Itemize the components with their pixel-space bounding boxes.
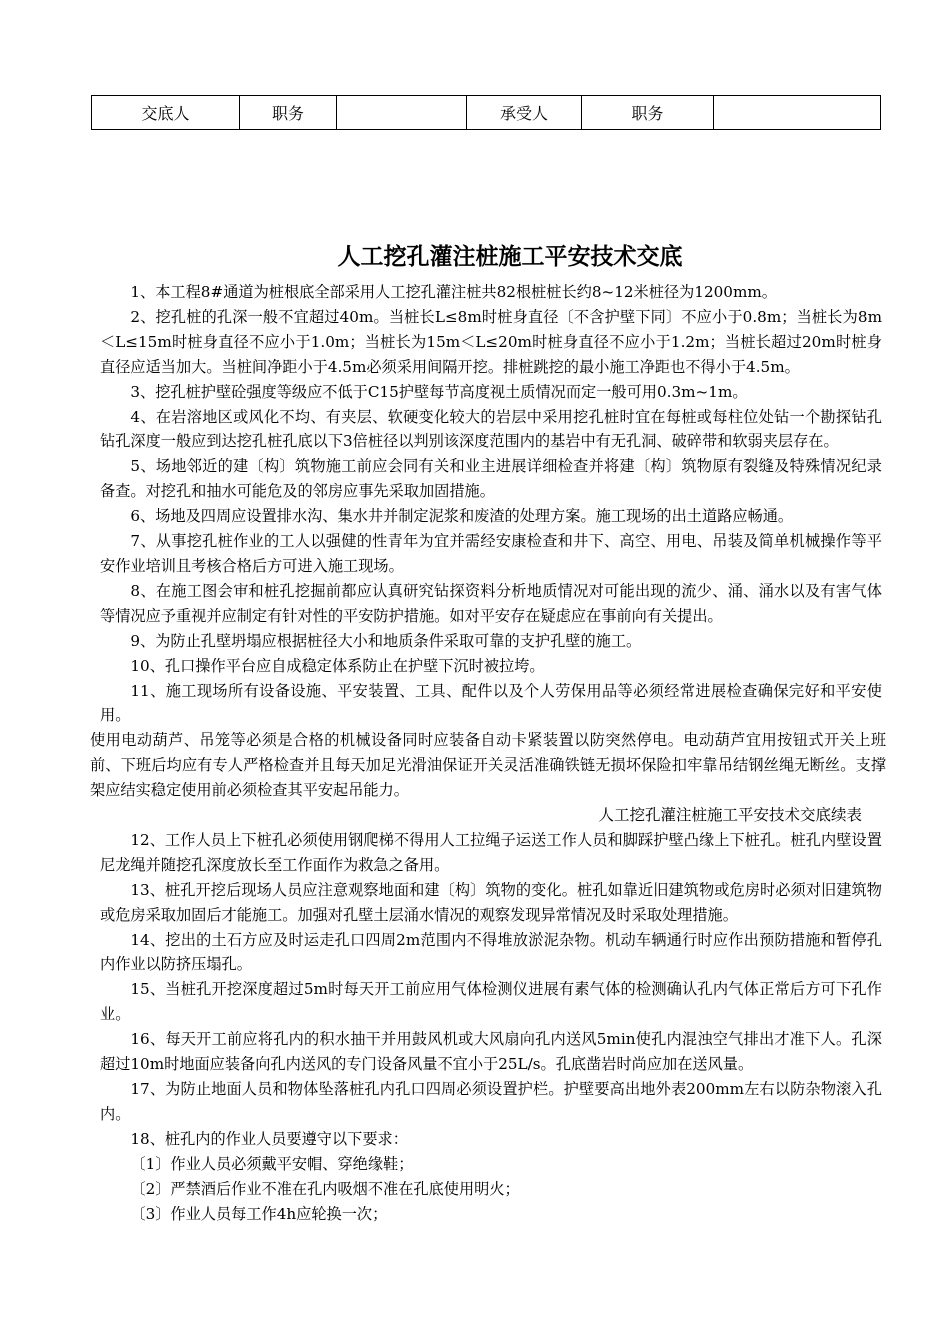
paragraph: 12、工作人员上下桩孔必须使用钢爬梯不得用人工拉绳子运送工作人员和脚踩护壁凸缘上下桩孔。桩孔内壁设置尼龙绳并随挖孔深度放长至工作面作为救急之备用。 bbox=[100, 830, 882, 874]
position-label: 职务 bbox=[240, 96, 337, 130]
position-value-2 bbox=[714, 96, 881, 130]
paragraph: 使用电动葫芦、吊笼等必须是合格的机械设备同时应装备自动卡紧装置以防突然停电。电动葫芦宜用按钮式开关上班前、下班后均应有专人严格检查并且每天加足光滑油保证开关灵活准确铁链无损坏保险扣牢靠吊结钢丝绳无断丝。支撑架应结实稳定使用前必须检查其平安起吊能力。 bbox=[90, 731, 886, 800]
paragraph: 15、当桩孔开挖深度超过5m时每天开工前应用气体检测仪进展有素气体的检测确认孔内气体正常后方可下孔作业。 bbox=[100, 980, 882, 1024]
position-value bbox=[337, 96, 467, 130]
paragraph: 18、桩孔内的作业人员要遵守以下要求： bbox=[130, 1129, 408, 1148]
document-title: 人工挖孔灌注桩施工平安技术交底 bbox=[337, 244, 683, 270]
paragraph: 4、在岩溶地区或风化不均、有夹层、软硬变化较大的岩层中采用挖孔桩时宜在每桩或每柱位处钻一个勘探钻孔钻孔深度一般应到达挖孔桩孔底以下3倍桩径以判别该深度范围内的基岩中有无孔洞、破碎带和软弱夹层存在。 bbox=[100, 407, 882, 451]
paragraph: 9、为防止孔壁坍塌应根据桩径大小和地质条件采取可靠的支护孔壁的施工。 bbox=[130, 631, 642, 650]
paragraph: 13、桩孔开挖后现场人员应注意观察地面和建〔构〕筑物的变化。桩孔如靠近旧建筑物或危房时必须对旧建筑物或危房采取加固后才能施工。加强对孔壁土层涌水情况的观察发现异常情况及时采取处理措施。 bbox=[100, 880, 882, 924]
paragraph: 3、挖孔桩护壁砼强度等级应不低于C15护壁每节高度视土质情况而定一般可用0.3m~1m。 bbox=[130, 382, 748, 401]
paragraph: 〔2〕严禁酒后作业不准在孔内吸烟不准在孔底使用明火； bbox=[130, 1179, 520, 1198]
document-body bbox=[90, 280, 886, 1226]
receiver-label: 承受人 bbox=[467, 96, 582, 130]
paragraph: 1、本工程8#通道为桩根底全部采用人工挖孔灌注桩共82根桩桩长约8~12米桩径为1200mm。 bbox=[130, 283, 777, 301]
paragraph: 8、在施工图会审和桩孔挖掘前都应认真研究钻探资料分析地质情况对可能出现的流少、涌、涌水以及有害气体等情况应予重视并应制定有针对性的平安防护措施。如对平安存在疑虑应在事前向有关提出。 bbox=[100, 581, 882, 625]
paragraph: 7、从事挖孔桩作业的工人以强健的性青年为宜并需经安康检查和井下、高空、用电、吊装及简单机械操作等平安作业培训且考核合格后方可进入施工现场。 bbox=[100, 532, 882, 575]
continuation-caption: 人工挖孔灌注桩施工平安技术交底续表 bbox=[598, 806, 862, 825]
table-row bbox=[92, 96, 881, 130]
paragraph: 2、挖孔桩的孔深一般不宜超过40m。当桩长L≤8m时桩身直径〔不含护壁下同〕不应小于0.8m；当桩长为8m＜L≤15m时桩身直径不应小于1.0m；当桩长为15m＜L≤20m时桩身直径不应小于1.2m；当桩长超过20m时桩身直径应适当加大。当桩间净距小于4.5m必须采用间隔开挖。排桩跳挖的最小施工净距也不得小于4.5m。 bbox=[100, 307, 882, 376]
paragraph: 〔3〕作业人员每工作4h应轮换一次； bbox=[130, 1204, 388, 1223]
paragraph: 〔1〕作业人员必须戴平安帽、穿绝缘鞋； bbox=[130, 1154, 414, 1173]
paragraph: 10、孔口操作平台应自成稳定体系防止在护壁下沉时被拉垮。 bbox=[130, 656, 545, 675]
paragraph: 16、每天开工前应将孔内的积水抽干并用鼓风机或大风扇向孔内送风5min使孔内混浊空气排出才准下人。孔深超过10m时地面应装备向孔内送风的专门设备风量不宜小于25L/s。孔底凿岩时尚应加在送风量。 bbox=[100, 1030, 882, 1074]
paragraph: 17、为防止地面人员和物体坠落桩孔内孔口四周必须设置护栏。护壁要高出地外表200mm左右以防杂物滚入孔内。 bbox=[100, 1080, 882, 1123]
paragraph: 6、场地及四周应设置排水沟、集水井并制定泥浆和废渣的处理方案。施工现场的出土道路应畅通。 bbox=[130, 507, 794, 526]
paragraph: 11、施工现场所有设备设施、平安装置、工具、配件以及个人劳保用品等必须经常进展检查确保完好和平安使用。 bbox=[100, 681, 882, 725]
paragraph: 14、挖出的土石方应及时运走孔口四周2m范围内不得堆放淤泥杂物。机动车辆通行时应作出预防措施和暂停孔内作业以防挤压塌孔。 bbox=[100, 930, 882, 974]
position-label-2: 职务 bbox=[582, 96, 714, 130]
sign-off-table bbox=[91, 95, 881, 130]
paragraph: 5、场地邻近的建〔构〕筑物施工前应会同有关和业主进展详细检查并将建〔构〕筑物原有裂缝及特殊情况纪录备查。对挖孔和抽水可能危及的邻房应事先采取加固措施。 bbox=[100, 457, 882, 501]
discloser-label: 交底人 bbox=[92, 96, 240, 130]
